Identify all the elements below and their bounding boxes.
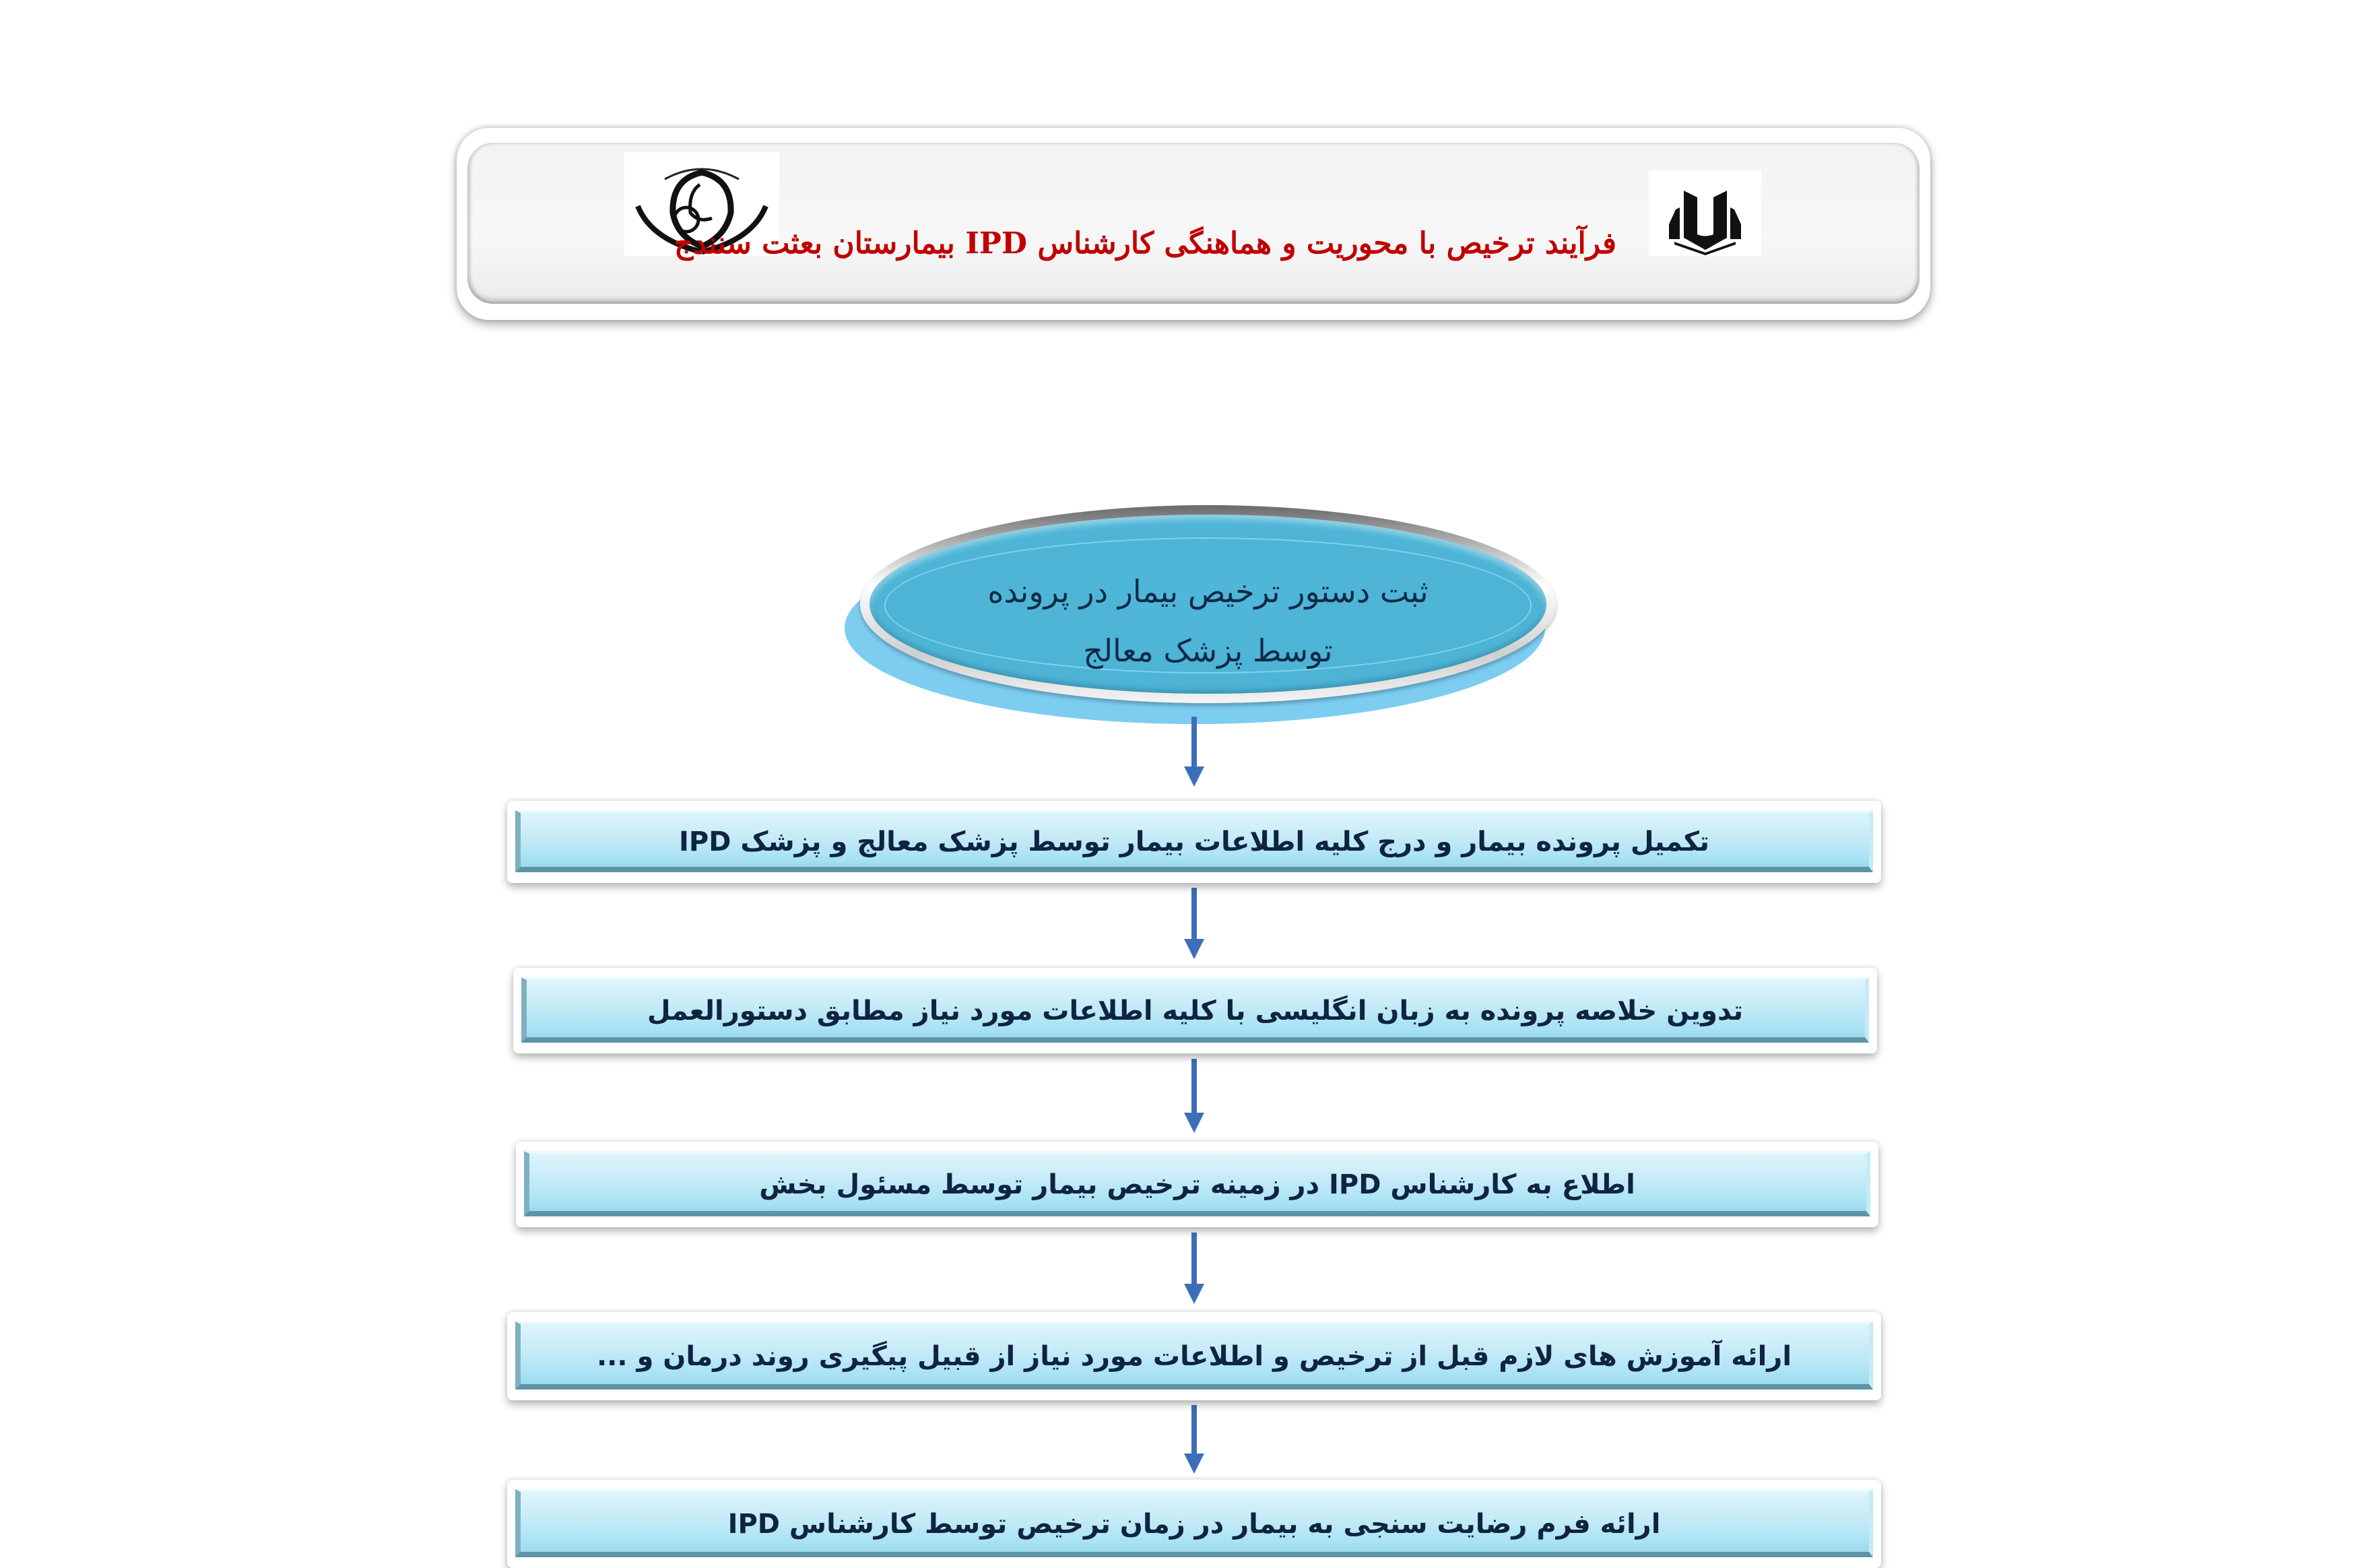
process-step-3 — [516, 1142, 1878, 1227]
process-step-1 — [507, 801, 1881, 883]
start-node-line-1: ثبت دستور ترخیص بیمار در پرونده — [987, 573, 1429, 610]
page-title: فرآیند ترخیص با محوریت و هماهنگی کارشناس IPD بیمارستان بعثت سنندج — [674, 226, 1616, 261]
start-node-line-2: توسط پزشک معالج — [1083, 632, 1333, 669]
process-step-label: ارائه فرم رضایت سنجی به بیمار در زمان ترخیص توسط کارشناس IPD — [727, 1508, 1661, 1540]
arrow-down-icon — [1184, 1059, 1204, 1133]
process-step-label: اطلاع به کارشناس IPD در زمینه ترخیص بیمار توسط مسئول بخش — [759, 1169, 1635, 1200]
process-step-5 — [507, 1480, 1881, 1568]
process-step-label: ارائه آموزش های لازم قبل از ترخیص و اطلاعات مورد نیاز از قبیل پیگیری روند درمان و ... — [596, 1340, 1792, 1372]
process-step-4 — [507, 1312, 1881, 1400]
arrow-down-icon — [1184, 717, 1204, 787]
process-step-label: تکمیل پرونده بیمار و درج کلیه اطلاعات بیمار توسط پزشک معالج و پزشک IPD — [679, 826, 1709, 857]
arrow-down-icon — [1184, 888, 1204, 959]
process-step-2 — [513, 968, 1877, 1053]
arrow-down-icon — [1184, 1233, 1204, 1304]
arrow-down-icon — [1184, 1405, 1204, 1474]
start-node-face — [870, 515, 1546, 694]
start-node — [860, 505, 1556, 703]
process-step-label: تدوین خلاصه پرونده به زبان انگلیسی با کلیه اطلاعات مورد نیاز مطابق دستورالعمل — [647, 995, 1744, 1026]
start-node-text — [870, 562, 1546, 680]
university-emblem-logo-icon — [1649, 170, 1761, 256]
